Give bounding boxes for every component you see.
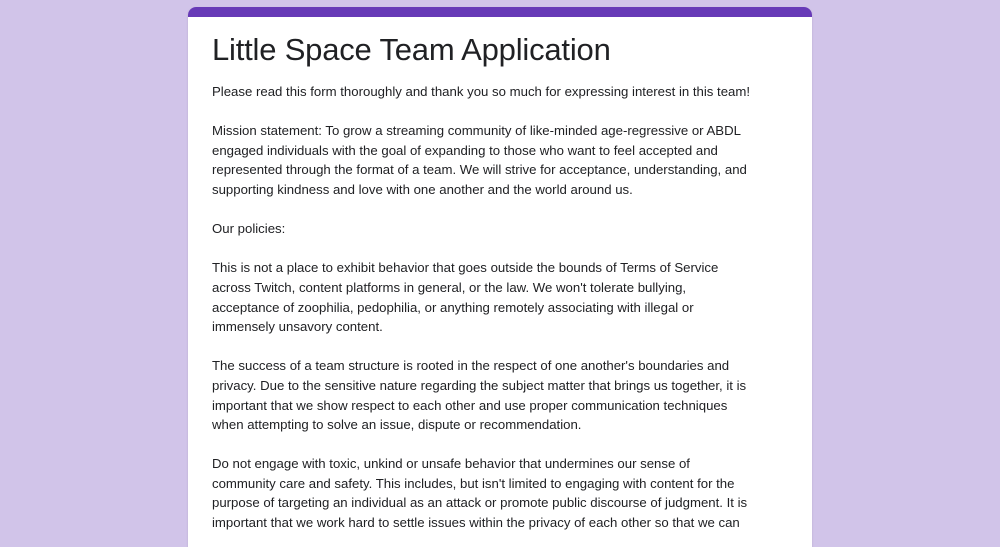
form-header-body — [188, 17, 812, 533]
description-paragraph-tos: This is not a place to exhibit behavior that goes outside the bounds of Terms of Service across Twitch, content platforms in general, or the law. We won't tolerate bullying, acceptance of zoophilia, pedophilia, or anything remotely associating with illegal or immensely unsavory content. — [212, 260, 719, 335]
form-title: Little Space Team Application — [212, 32, 611, 67]
description-paragraph-intro: Please read this form thoroughly and thank you so much for expressing interest in this team! — [212, 84, 751, 99]
form-accent-bar — [188, 7, 812, 17]
description-paragraph-respect: The success of a team structure is rooted in the respect of one another's boundaries and privacy. Due to the sensitive nature regarding the subject matter that brings us together, it is important that we show respect to each other and use proper communication techniques when attempting to solve an issue, dispute or recommendation. — [212, 358, 747, 433]
description-paragraph-toxicity: Do not engage with toxic, unkind or unsafe behavior that undermines our sense of community care and safety. This includes, but isn't limited to engaging with content for the purpose of targeting an individual as an attack or promote public discourse of judgment. It is important that we work hard to settle issues within the privacy of each other so that we can — [212, 456, 748, 531]
form-description — [212, 82, 788, 533]
description-paragraph-mission: Mission statement: To grow a streaming community of like-minded age-regressive or ABDL engaged individuals with the goal of expanding to those who want to feel accepted and represented through the format of a team. We will strive for acceptance, understanding, and supporting kindness and love with one another and the world around us. — [212, 123, 747, 197]
description-paragraph-policies-heading: Our policies: — [212, 221, 286, 237]
form-header-card — [188, 7, 812, 547]
